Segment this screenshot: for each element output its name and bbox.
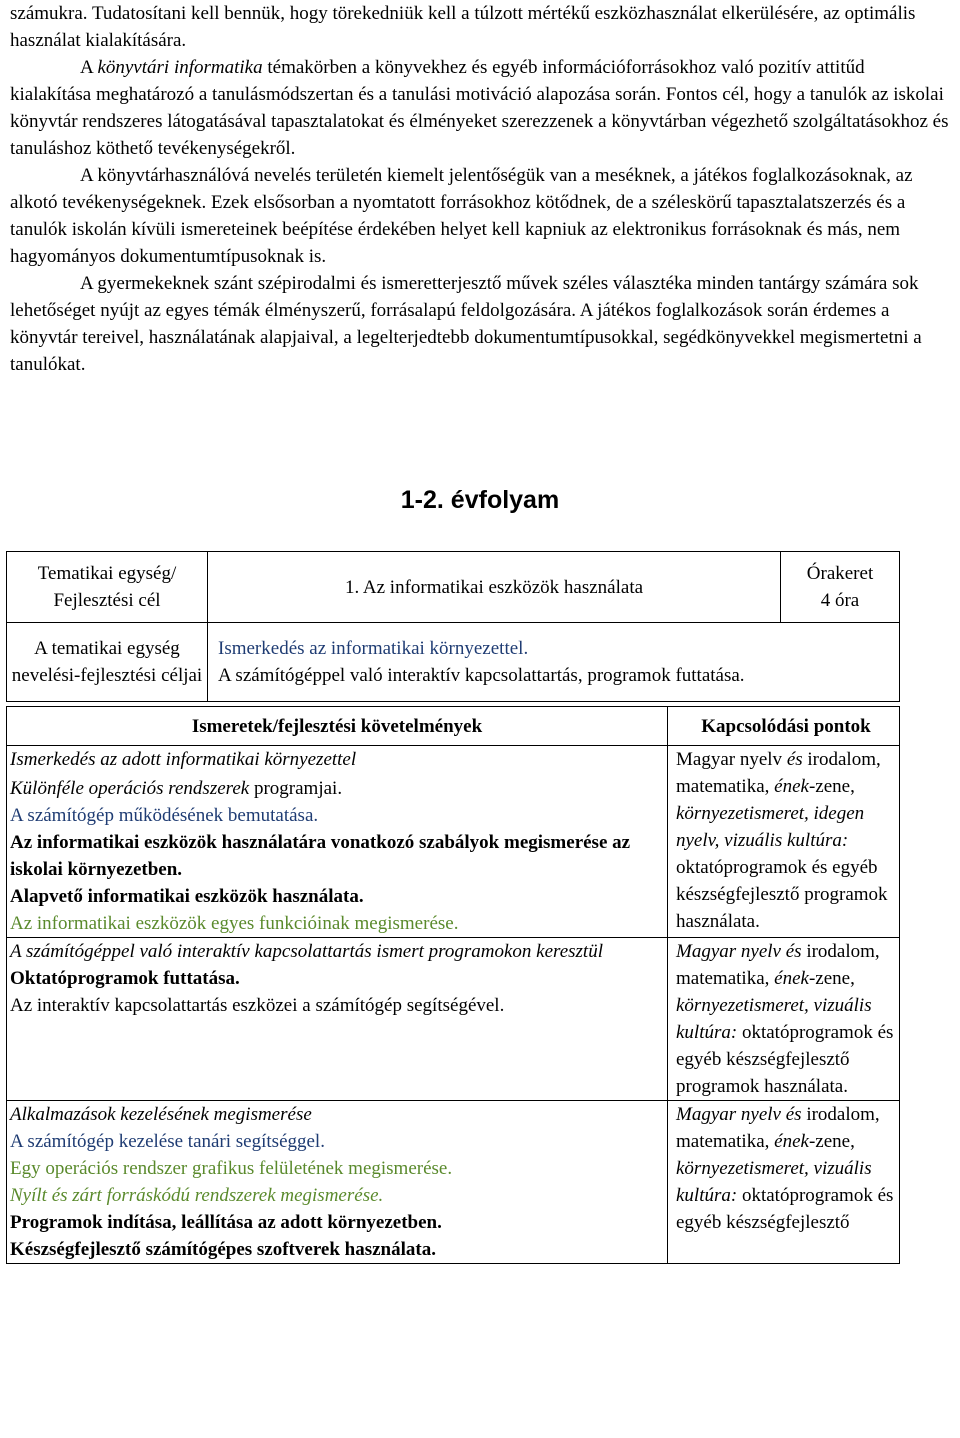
- links3-g: oktatóprogramok és egyéb készségfejlesztő: [676, 1185, 894, 1233]
- goal-2: A számítógéppel való interaktív kapcsolattartás, programok futtatása.: [218, 665, 745, 686]
- block1-line3: Az informatikai eszközök használatára vonatkozó szabályok megismerése az iskolai környezetben.: [10, 832, 631, 880]
- block1-line2: A számítógép működésének bemutatása.: [10, 805, 319, 826]
- links1-a: Magyar nyelv: [676, 749, 787, 770]
- block1-heading: Ismerkedés az adott informatikai környezettel: [10, 749, 357, 770]
- block1-line1-italic: Különféle operációs rendszerek: [10, 778, 250, 799]
- links3-f: környezetismeret, vizuális kultúra:: [676, 1158, 872, 1206]
- links1-c: irodalom, matematika,: [676, 749, 881, 797]
- hours-value: 4 óra: [820, 590, 860, 611]
- block3-heading: Alkalmazások kezelésének megismerése: [10, 1104, 312, 1125]
- block2-line1: Oktatóprogramok futtatása.: [10, 968, 240, 989]
- links1-f: környezetismeret, idegen nyelv, vizuális kultúra:: [676, 803, 865, 851]
- block1-line4: Alapvető informatikai eszközök használata.: [10, 886, 364, 907]
- p2-pre: A: [80, 57, 98, 78]
- block1-line5: Az informatikai eszközök egyes funkcióinak megismerése.: [10, 913, 459, 934]
- block2-line2: Az interaktív kapcsolattartás eszközei a számítógép segítségével.: [10, 995, 505, 1016]
- links-block-2: [668, 938, 900, 1101]
- links2-c: irodalom, matematika,: [676, 941, 880, 989]
- links-block-3: [668, 1101, 900, 1264]
- requirements-table: [6, 706, 900, 1264]
- p2-post: témakörben a könyvekhez és egyéb információforrásokhoz való pozitív attitűd kialakítása meghatározó a tanulásmódszertan és a tanulási motiváció alapozása során. Fontos cél, hogy a tanulók az iskolai könyvtár rendszeres látogatásával tapasztalatokat és élményeket szerezzenek a könyvtárban végezhető szolgáltatásokhoz és tanuláshoz köthető tevékenységekről.: [10, 57, 949, 159]
- hours-label: Órakeret: [806, 563, 874, 584]
- block3-line4: Programok indítása, leállítása az adott környezetben.: [10, 1212, 442, 1233]
- intro-paragraph-3: A könyvtárhasználóvá nevelés területén kiemelt jelentőségük van a meséknek, a játékos foglalkozásoknak, az alkotó tevékenységeknek. Ezek elsősorban a nyomtatott forrásokhoz kötődnek, de a széleskörű tapasztalatszerzés és a tanulók iskolán kívüli ismereteinek beépítése érdekében helyet kell kapniuk az elektronikus forrásoknak és más, nem hagyományos dokumentumtípusoknak is.: [10, 165, 913, 267]
- links2-f: környezetismeret, vizuális kultúra:: [676, 995, 872, 1043]
- links1-b: és: [786, 749, 803, 770]
- requirements-block-3: [7, 1101, 668, 1264]
- links2-a: Magyar nyelv és: [676, 941, 802, 962]
- links1-d: ének: [774, 776, 809, 797]
- intro-text: [10, 0, 950, 378]
- block3-line5: Készségfejlesztő számítógépes szoftverek használata.: [10, 1239, 436, 1260]
- intro-paragraph-2: [10, 54, 950, 162]
- block3-line3: Nyílt és zárt forráskódú rendszerek megismerése.: [10, 1185, 384, 1206]
- links2-g: oktatóprogramok és egyéb készségfejlesztő programok használata.: [676, 1022, 894, 1097]
- block3-line1: A számítógép kezelése tanári segítséggel.: [10, 1131, 325, 1152]
- p2-italic: könyvtári informatika: [97, 57, 263, 78]
- links1-g: oktatóprogramok és egyéb készségfejlesztő programok használata.: [676, 857, 888, 932]
- intro-paragraph-4: A gyermekeknek szánt szépirodalmi és ismeretterjesztő művek széles választéka minden tantárgy számára sok lehetőséget nyújt az egyes témák élményszerű, forrásalapú feldolgozására. A játékos foglalkozások során érdemes a könyvtár tereivel, használatának alapjaival, a legelterjedtebb dokumentumtípusokkal, segédkönyvekkel megismertetni a tanulókat.: [10, 273, 922, 375]
- links2-e: -zene,: [808, 968, 855, 989]
- unit-table: [6, 551, 900, 702]
- links1-e: -zene,: [808, 776, 855, 797]
- requirements-block-1: [7, 746, 668, 938]
- links2-d: ének: [774, 968, 809, 989]
- requirements-header: Ismeretek/fejlesztési követelmények: [7, 707, 668, 746]
- links-header: Kapcsolódási pontok: [668, 707, 900, 746]
- grade-title: 1-2. évfolyam: [400, 486, 560, 514]
- intro-paragraph-1: számukra. Tudatosítani kell bennük, hogy törekedniük kell a túlzott mértékű eszközhasználat elkerülésére, az optimális használat kialakítására.: [10, 3, 916, 51]
- block3-line2: Egy operációs rendszer grafikus felületének megismerése.: [10, 1158, 453, 1179]
- links3-a: Magyar nyelv és: [676, 1104, 802, 1125]
- goals-cell: [208, 623, 900, 702]
- requirements-block-2: [7, 938, 668, 1101]
- block1-line1: [10, 775, 664, 802]
- hours-cell: [781, 552, 900, 623]
- links3-e: -zene,: [808, 1131, 855, 1152]
- links-block-1: [668, 746, 900, 938]
- unit-title-cell: 1. Az informatikai eszközök használata: [208, 552, 781, 623]
- block2-heading: A számítógéppel való interaktív kapcsolattartás ismert programokon keresztül: [10, 941, 603, 962]
- links3-d: ének: [774, 1131, 809, 1152]
- links3-c: irodalom, matematika,: [676, 1104, 880, 1152]
- block1-line1-rest: programjai.: [249, 778, 343, 799]
- goal-1: Ismerkedés az informatikai környezettel.: [218, 638, 529, 659]
- goals-label-cell: A tematikai egység nevelési-fejlesztési céljai: [7, 623, 208, 702]
- unit-label-cell: Tematikai egység/ Fejlesztési cél: [7, 552, 208, 623]
